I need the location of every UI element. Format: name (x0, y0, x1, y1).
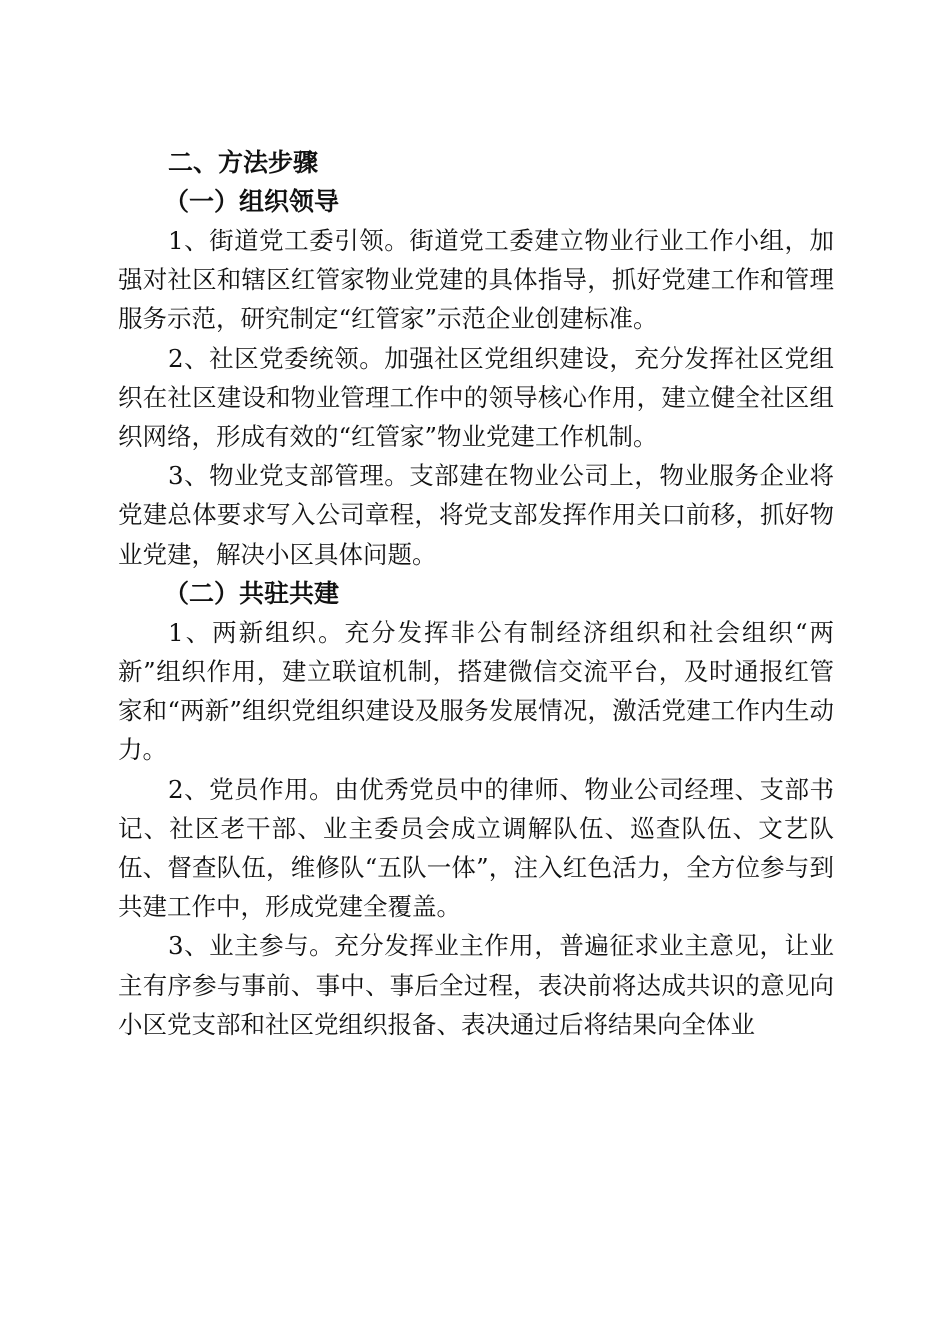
paragraph: 3、物业党支部管理。支部建在物业公司上，物业服务企业将党建总体要求写入公司章程，将党支部发挥作用关口前移，抓好物业党建，解决小区具体问题。 (118, 461, 834, 569)
paragraph: 1、街道党工委引领。街道党工委建立物业行业工作小组，加强对社区和辖区红管家物业党建的具体指导，抓好党建工作和管理服务示范，研究制定“红管家”示范企业创建标准。 (118, 226, 834, 334)
paragraph: 2、社区党委统领。加强社区党组织建设，充分发挥社区党组织在社区建设和物业管理工作中的领导核心作用，建立健全社区组织网络，形成有效的“红管家”物业党建工作机制。 (118, 343, 834, 452)
subsection-heading-organization: （一）组织领导 (164, 187, 340, 216)
paragraph: 1、两新组织。充分发挥非公有制经济组织和社会组织“两新”组织作用，建立联谊机制，搭建微信交流平台，及时通报红管家和“两新”组织党组织建设及服务发展情况，激活党建工作内生动力。 (118, 617, 834, 765)
subsection-heading-co-building: （二）共驻共建 (164, 578, 340, 608)
paragraph: 2、党员作用。由优秀党员中的律师、物业公司经理、支部书记、社区老干部、业主委员会成立调解队伍、巡查队伍、文艺队伍、督查队伍，维修队“五队一体”，注入红色活力，全方位参与到共建工作中，形成党建全覆盖。 (118, 774, 834, 922)
document-body (118, 143, 834, 1044)
section-heading: 二、方法步骤 (168, 148, 319, 177)
paragraph: 3、业主参与。充分发挥业主作用，普遍征求业主意见，让业主有序参与事前、事中、事后全过程，表决前将达成共识的意见向小区党支部和社区党组织报备、表决通过后将结果向全体业 (118, 931, 834, 1039)
